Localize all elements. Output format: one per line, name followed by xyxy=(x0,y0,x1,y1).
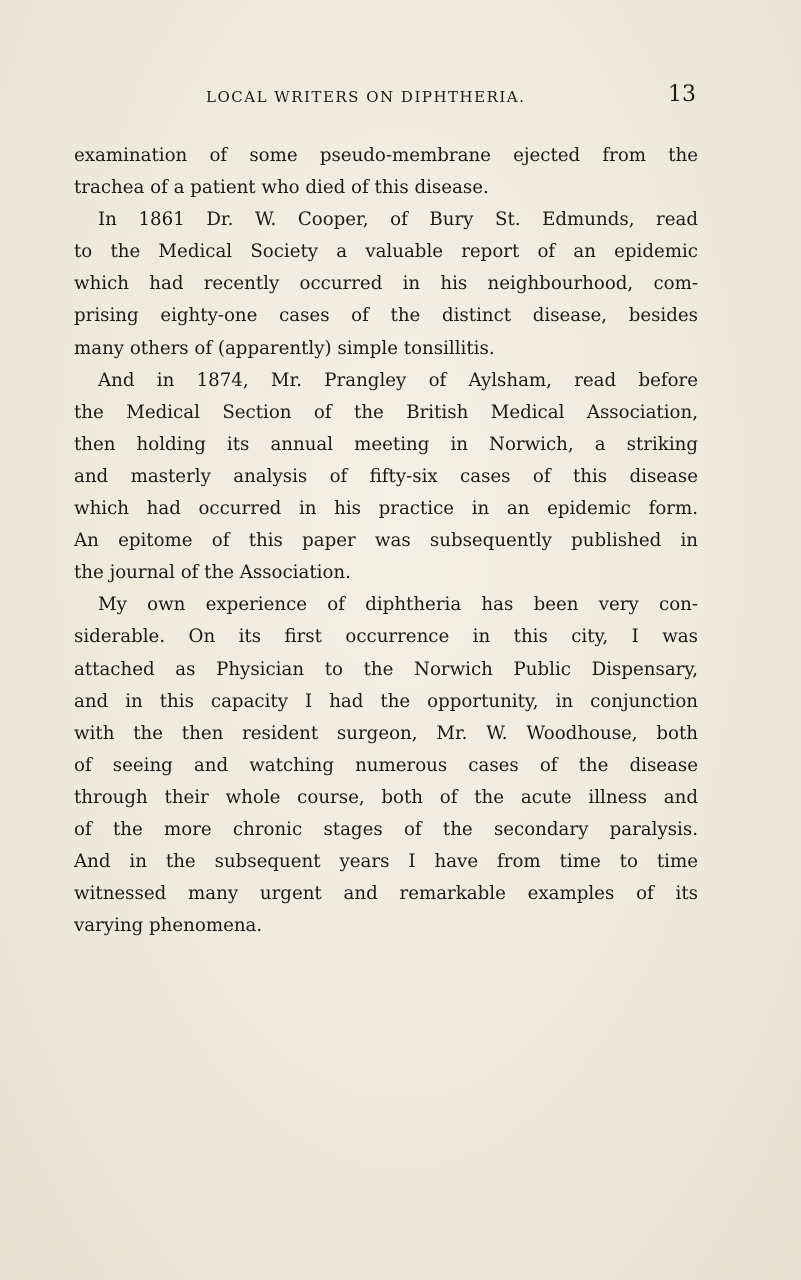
text-line: the Medical Section of the British Medical Association, xyxy=(74,401,698,423)
text-line: My own experience of diphtheria has been very con- xyxy=(98,594,698,616)
text-line: And in 1874, Mr. Prangley of Aylsham, read before xyxy=(98,369,698,391)
text-line: of the more chronic stages of the secondary paralysis. xyxy=(74,818,698,840)
text-line: which had occurred in his practice in an epidemic form. xyxy=(74,498,698,520)
text-line: and in this capacity I had the opportunity, in conjunction xyxy=(74,690,698,712)
text-line: with the then resident surgeon, Mr. W. Woodhouse, both xyxy=(74,722,698,744)
text-line: prising eighty-one cases of the distinct disease, besides xyxy=(74,305,698,327)
text-line: attached as Physician to the Norwich Public Dispensary, xyxy=(74,658,698,680)
text-line: to the Medical Society a valuable report of an epidemic xyxy=(74,241,698,263)
text-line: through their whole course, both of the acute illness and xyxy=(74,786,698,808)
text-line: examination of some pseudo-membrane ejected from the xyxy=(74,145,698,166)
text-line: the journal of the Association. xyxy=(74,562,351,584)
text-line: varying phenomena. xyxy=(74,915,263,937)
text-line: witnessed many urgent and remarkable examples of its xyxy=(74,883,698,905)
text-line: and masterly analysis of fifty-six cases of this disease xyxy=(74,465,698,487)
text-line: of seeing and watching numerous cases of the disease xyxy=(74,754,698,776)
text-line: And in the subsequent years I have from time to time xyxy=(74,851,698,873)
page-number: 13 xyxy=(668,82,696,107)
running-title: LOCAL WRITERS ON DIPHTHERIA. xyxy=(206,88,526,106)
text-line: siderable. On its first occurrence in this city, I was xyxy=(74,626,698,648)
text-line: many others of (apparently) simple tonsillitis. xyxy=(74,337,495,359)
body-text xyxy=(74,140,698,942)
text-line: An epitome of this paper was subsequently published in xyxy=(74,530,698,552)
text-line: then holding its annual meeting in Norwich, a striking xyxy=(74,433,698,455)
text-line: trachea of a patient who died of this disease. xyxy=(74,177,489,199)
text-line: which had recently occurred in his neighbourhood, com- xyxy=(74,273,698,295)
text-line: In 1861 Dr. W. Cooper, of Bury St. Edmunds, read xyxy=(98,209,698,231)
